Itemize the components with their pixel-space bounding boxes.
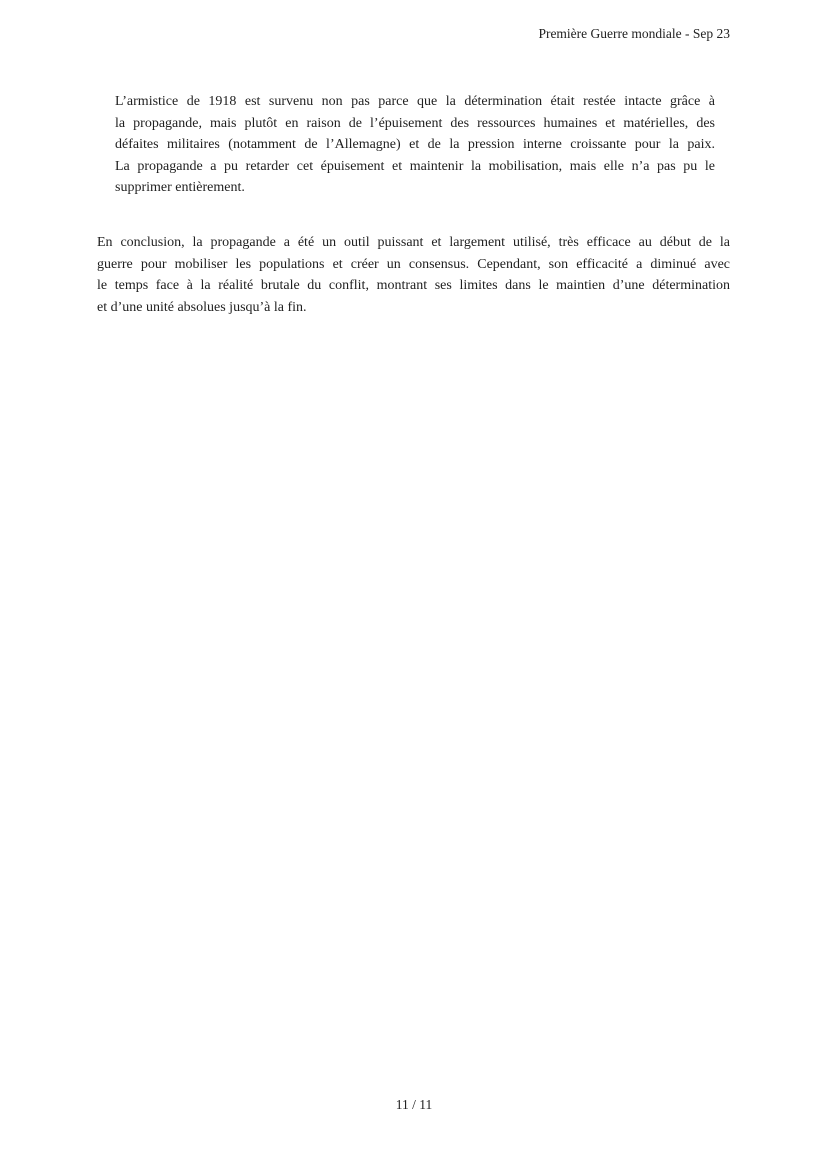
paragraph-conclusion — [97, 232, 730, 318]
text-line: En conclusion, la propagande a été un outil puissant et largement utilisé, très efficace au début de la — [97, 235, 730, 250]
text-line: défaites militaires (notamment de l’Allemagne) et de la pression interne croissante pour la paix. — [115, 137, 715, 152]
paragraph-armistice — [115, 91, 715, 199]
text-line: La propagande a pu retarder cet épuisement et maintenir la mobilisation, mais elle n’a pas pu le — [115, 158, 715, 174]
text-line: le temps face à la réalité brutale du conflit, montrant ses limites dans le maintien d’une détermination — [97, 278, 730, 293]
text-line: la propagande, mais plutôt en raison de l’épuisement des ressources humaines et matérielles, des — [115, 115, 715, 131]
page-number: 11 / 11 — [395, 1097, 433, 1112]
text-line: supprimer entièrement. — [115, 180, 245, 195]
text-line: guerre pour mobiliser les populations et créer un consensus. Cependant, son efficacité a diminué avec — [97, 256, 730, 272]
page-header-title: Première Guerre mondiale - Sep 23 — [538, 26, 730, 41]
text-line: et d’une unité absolues jusqu’à la fin. — [97, 299, 307, 315]
text-line: L’armistice de 1918 est survenu non pas parce que la détermination était restée intacte grâce à — [115, 94, 715, 109]
